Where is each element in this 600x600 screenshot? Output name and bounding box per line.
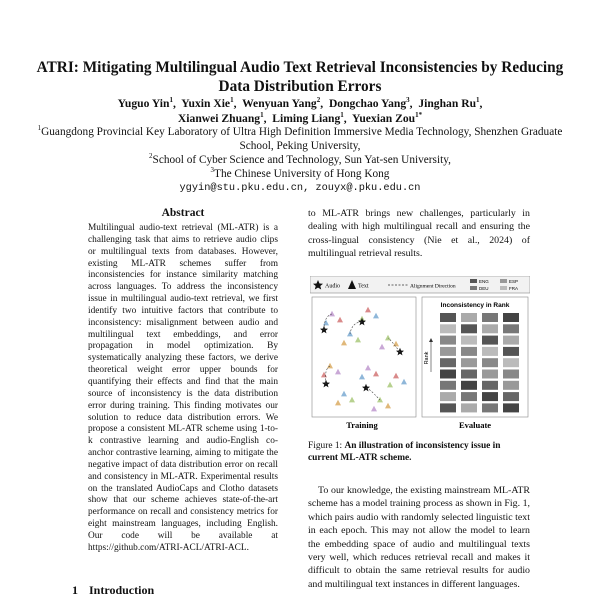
figure-1 bbox=[310, 276, 530, 432]
rank-cell bbox=[461, 358, 477, 367]
lang-swatch bbox=[470, 279, 477, 283]
caption-label: Figure 1: bbox=[308, 441, 343, 451]
rank-cell bbox=[440, 324, 456, 333]
author: Jinghan Ru$^1$, bbox=[418, 96, 483, 110]
figure-caption bbox=[308, 440, 530, 464]
legend-direction: Alignment Direction bbox=[410, 283, 456, 290]
rank-cell bbox=[503, 381, 519, 390]
section-heading: 1 Introduction bbox=[72, 583, 155, 597]
rank-cell bbox=[503, 313, 519, 322]
lang-swatch bbox=[470, 286, 477, 290]
caption-text: An illustration of inconsistency issue in current ML-ATR scheme. bbox=[308, 441, 501, 463]
author: Yuguo Yin$^1$, bbox=[117, 96, 182, 110]
rank-cell bbox=[482, 324, 498, 333]
lang-swatch bbox=[500, 286, 507, 290]
author: Xianwei Zhuang$^1$, bbox=[177, 110, 273, 125]
author-emails: ygyin@stu.pku.edu.cn, zouyx@.pku.edu.cn bbox=[179, 182, 421, 194]
affiliation: $^3$The Chinese University of Hong Kong bbox=[210, 166, 390, 180]
evaluate-label: Evaluate bbox=[458, 420, 492, 430]
rank-cell bbox=[482, 370, 498, 379]
lang-label: ENG bbox=[479, 279, 489, 284]
author: Yuexian Zou$^{1*}$ bbox=[352, 110, 423, 125]
rank-cell bbox=[482, 336, 498, 345]
author: Yuxin Xie$^1$, bbox=[181, 96, 243, 110]
rank-cell bbox=[440, 370, 456, 379]
rank-cell bbox=[461, 347, 477, 356]
affiliations bbox=[30, 125, 570, 181]
rank-cell bbox=[440, 313, 456, 322]
rank-cell bbox=[440, 392, 456, 401]
rank-cell bbox=[461, 313, 477, 322]
rank-cell bbox=[503, 336, 519, 345]
abstract-body: Multilingual audio-text retrieval (ML-ATR) is a challenging task that aims to retrieve audio clips or multilingual texts from databases. However, existing ML-ATR schemes suffer from inconsistencies for instance similarity matching across languages. To address the inconsistency issue in multilingual audio-text retrieval, we first identify two intuitive factors that contribute to inconsistency: misalignment between audio and multilingual text embeddings, and error propagation in model optimization. By systematically analyzing these factors, we derive theoretical weight error upper bounds for quantifying their effects and find that the main source of inconsistency is the data distribution error during training. This finding motivates our solution to reduce data distribution errors. We propose a consistent ML-ATR scheme using 1-to-k contrastive learning and audio-English co-anchor contrastive learning, aiming to mitigate the negative impact of data distribution error on recall and consistency in ML-ATR. Experimental results on the translated AudioCaps and Clotho datasets show that our scheme achieves state-of-the-art performance on recall and consistency metrics for eight mainstream languages, including English. Our code will be available at https://github.com/ATRI-ACL/ATRI-ACL. bbox=[88, 223, 278, 553]
rank-cell bbox=[440, 358, 456, 367]
training-panel bbox=[312, 297, 416, 417]
lang-label: DEU bbox=[479, 286, 489, 291]
affiliation: $^1$Guangdong Provincial Key Laboratory of Ultra High Definition Immersive Media Technology, Shenzhen Graduate School, Peking University, bbox=[37, 124, 563, 152]
rank-cell bbox=[461, 392, 477, 401]
paper-title: ATRI: Mitigating Multilingual Audio Text Retrieval Inconsistencies by Reducing Data Distribution Errors bbox=[36, 59, 564, 95]
legend-text: Text bbox=[358, 283, 369, 290]
author: Dongchao Yang$^3$, bbox=[328, 96, 419, 110]
right-column-body: To our knowledge, the existing mainstream ML-ATR scheme has a model training process as shown in Fig. 1, which pairs audio with randomly selected linguistic text in each epoch. This may not allow the model to learn the embedding space of audio and multilingual texts very well, which reduces retrieval recall and makes it difficult to obtain the same retrieval results for audio and multilingual text instances in different languages. bbox=[308, 485, 530, 590]
affiliation: $^2$School of Cyber Science and Technology, Sun Yat-sen University, bbox=[149, 152, 451, 166]
rank-cell bbox=[440, 403, 456, 412]
rank-cell bbox=[503, 392, 519, 401]
rank-cell bbox=[503, 403, 519, 412]
rank-cell bbox=[503, 358, 519, 367]
rank-cell bbox=[461, 403, 477, 412]
rank-cell bbox=[461, 324, 477, 333]
rank-cell bbox=[482, 392, 498, 401]
training-label: Training bbox=[346, 420, 378, 430]
rank-title: Inconsistency in Rank bbox=[440, 302, 510, 309]
rank-cell bbox=[461, 381, 477, 390]
rank-axis-label: Rank bbox=[424, 351, 430, 365]
abstract-heading: Abstract bbox=[161, 207, 205, 219]
figure-1-graphic bbox=[310, 276, 530, 432]
author: Liming Liang$^1$, bbox=[272, 110, 353, 125]
right-column-text-top: to ML-ATR brings new challenges, particularly in dealing with high multilingual recall and ensuring the cross-lingual consistency (Nie et al., 2024) of multilingual retrieval results. bbox=[308, 208, 530, 260]
rank-cell bbox=[482, 347, 498, 356]
rank-cell bbox=[503, 370, 519, 379]
rank-cell bbox=[440, 347, 456, 356]
rank-cell bbox=[440, 381, 456, 390]
rank-cell bbox=[461, 370, 477, 379]
rank-cell bbox=[461, 336, 477, 345]
lang-label: ESP bbox=[509, 279, 519, 284]
author: Wenyuan Yang$^2$, bbox=[242, 96, 329, 110]
rank-cell bbox=[482, 358, 498, 367]
legend-audio: Audio bbox=[325, 283, 340, 290]
rank-cell bbox=[440, 336, 456, 345]
lang-label: FRA bbox=[509, 286, 518, 291]
rank-cell bbox=[503, 347, 519, 356]
rank-cell bbox=[482, 381, 498, 390]
rank-cell bbox=[482, 403, 498, 412]
rank-cell bbox=[482, 313, 498, 322]
rank-cell bbox=[503, 324, 519, 333]
lang-swatch bbox=[500, 279, 507, 283]
author-list bbox=[30, 97, 570, 126]
